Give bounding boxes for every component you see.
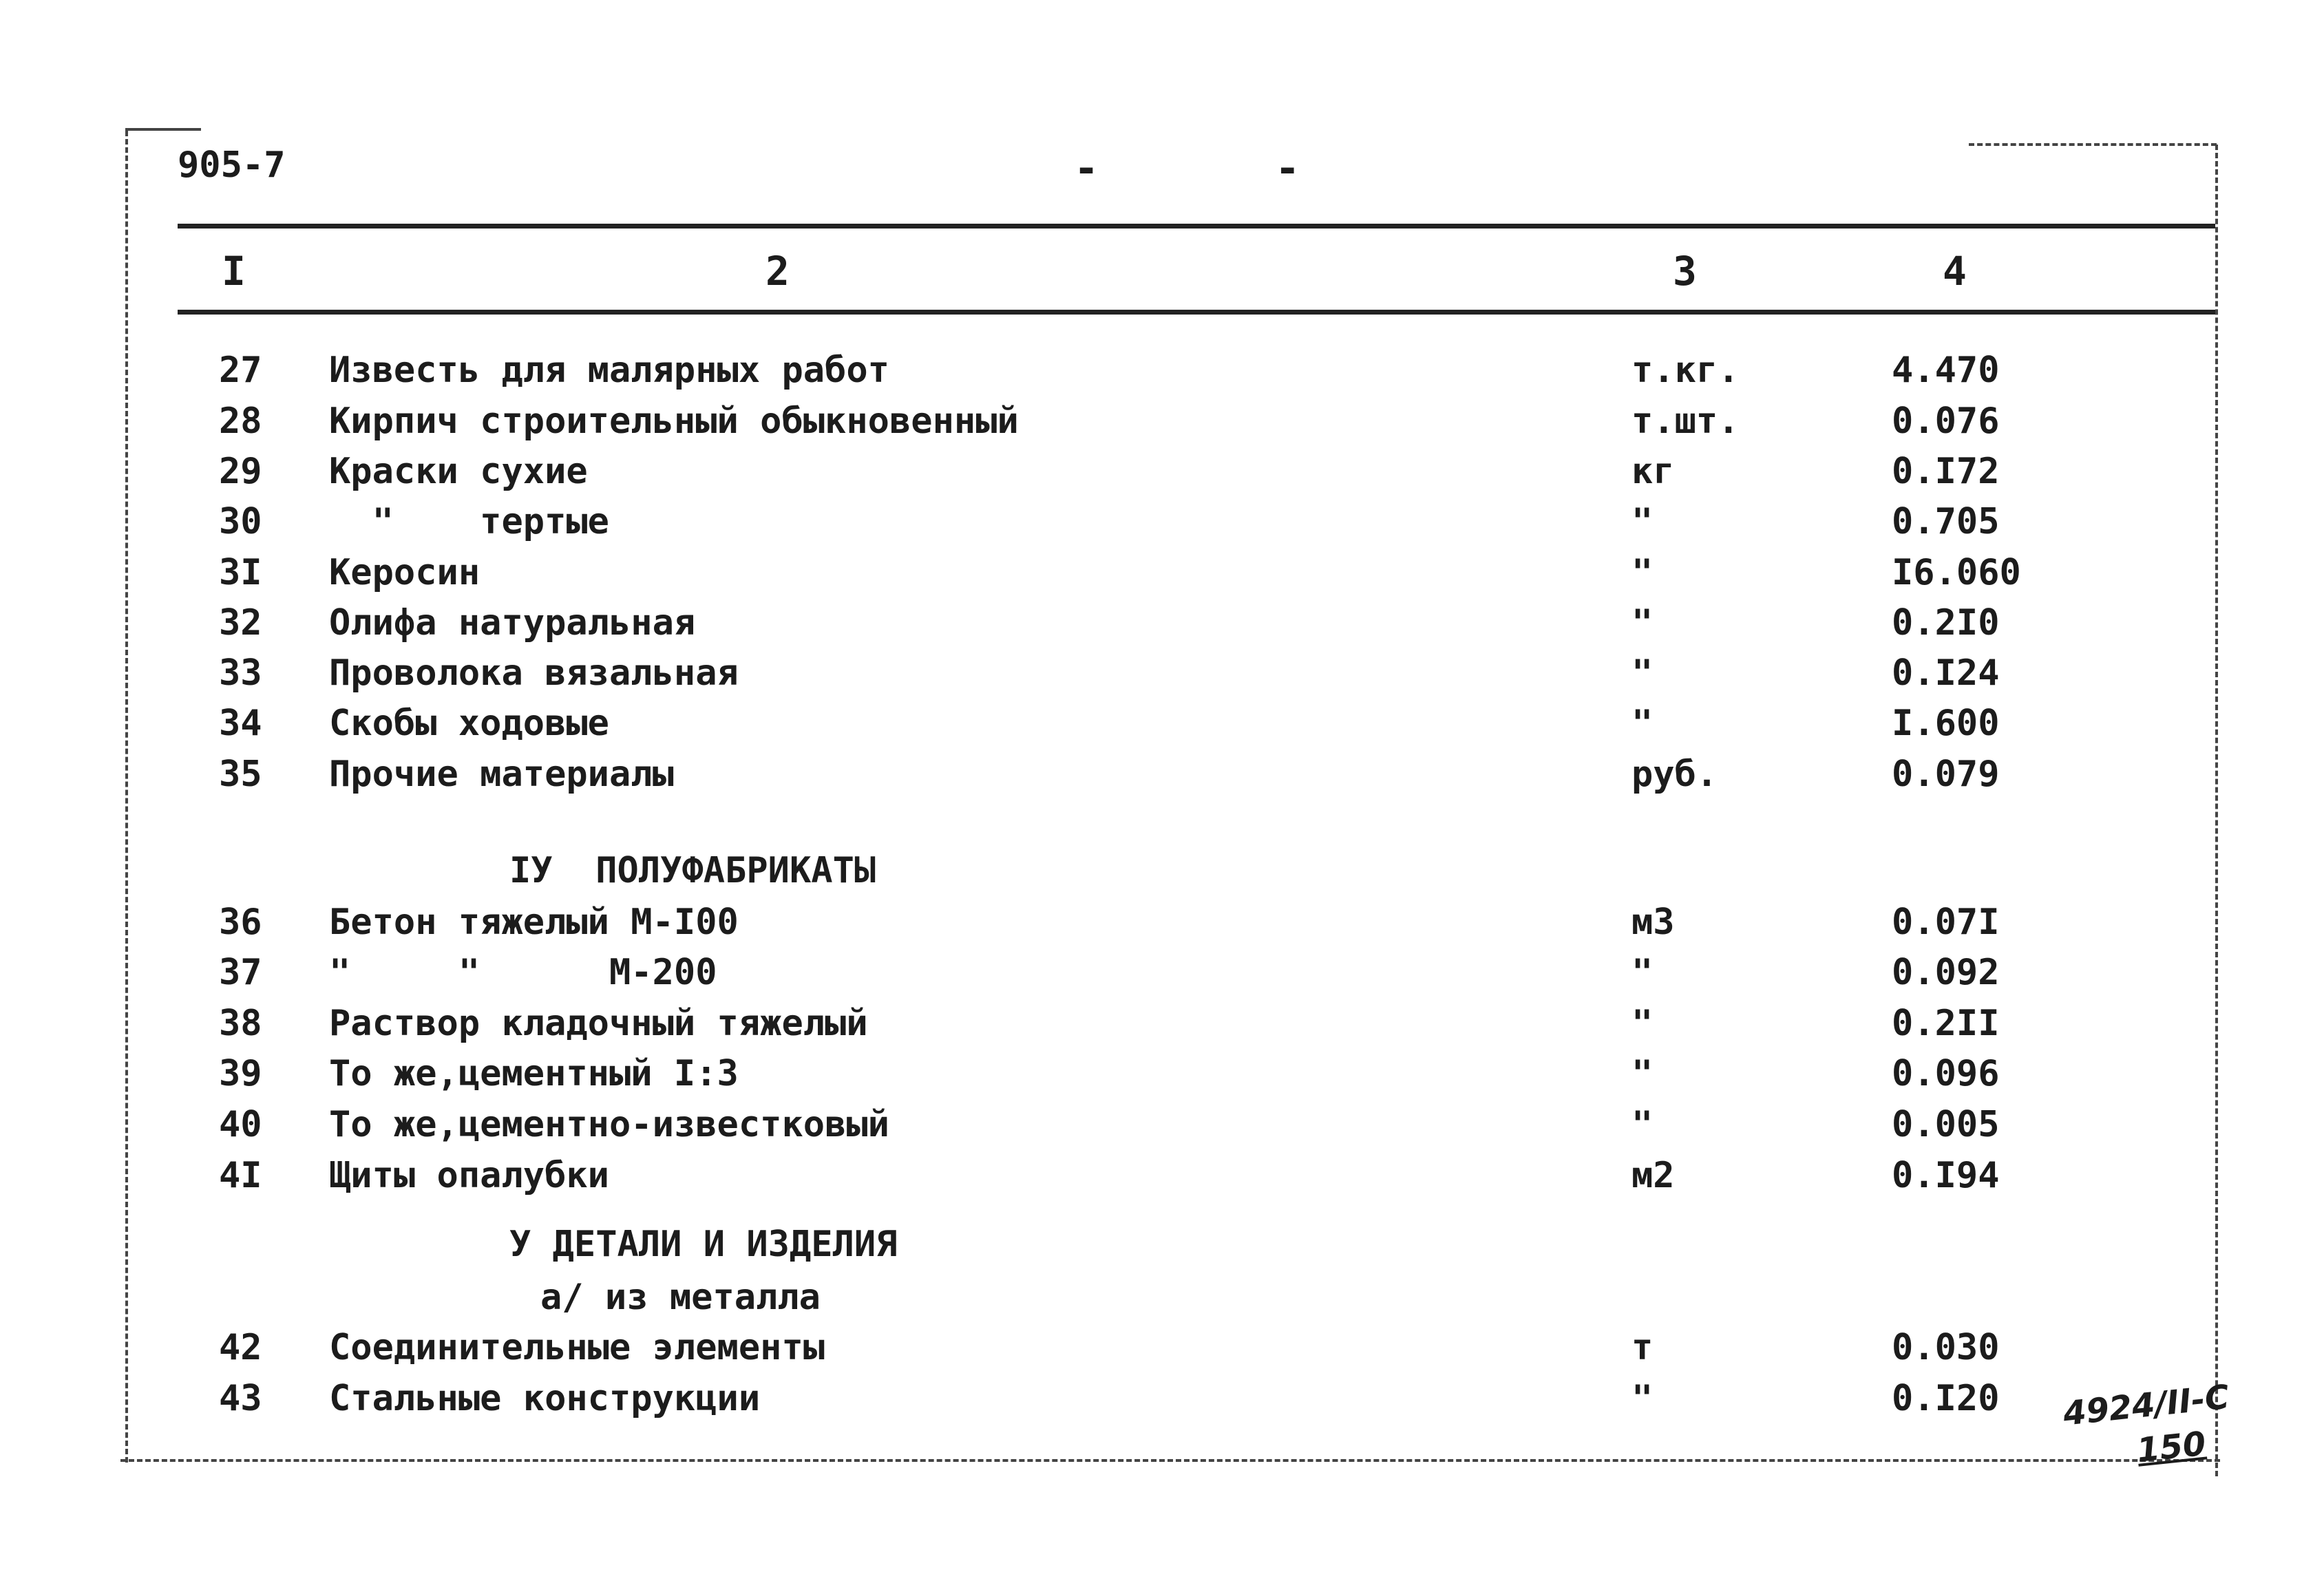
table-row — [0, 1104, 2324, 1152]
row-name: Олифа натуральная — [329, 602, 696, 644]
row-name: Прочие материалы — [329, 754, 674, 795]
row-number: 37 — [219, 952, 262, 993]
table-row — [0, 754, 2324, 802]
row-quantity: 0.2II — [1892, 1003, 2000, 1044]
row-name: То же,цементный I:3 — [329, 1053, 739, 1094]
frame-bottom — [120, 1459, 2220, 1462]
row-quantity: 0.07I — [1892, 902, 2000, 943]
row-number: 33 — [219, 652, 262, 694]
table-row — [0, 401, 2324, 449]
table-row — [0, 1003, 2324, 1051]
row-unit: " — [1631, 1104, 1654, 1145]
table-row — [0, 703, 2324, 751]
row-number: 30 — [219, 501, 262, 542]
row-name: Известь для малярных работ — [329, 350, 889, 391]
row-quantity: 0.705 — [1892, 501, 2000, 542]
row-name: Проволока вязальная — [329, 652, 739, 694]
sheet-stamp — [2061, 1375, 2236, 1480]
row-quantity: 0.092 — [1892, 952, 2000, 993]
row-number: 43 — [219, 1378, 262, 1419]
row-quantity: 0.076 — [1892, 401, 2000, 442]
row-name: Соединительные элементы — [329, 1327, 825, 1368]
row-name: " тертые — [329, 501, 609, 542]
row-number: 4I — [219, 1155, 262, 1196]
column-header-2: 2 — [765, 248, 790, 295]
page-marks: - - — [1074, 145, 1376, 193]
row-unit: м2 — [1631, 1155, 1675, 1196]
row-quantity: 0.005 — [1892, 1104, 2000, 1145]
row-number: 35 — [219, 754, 262, 795]
row-number: 28 — [219, 401, 262, 442]
row-name: " " М-200 — [329, 952, 717, 993]
column-header-3: 3 — [1673, 248, 1697, 295]
frame-top-left — [125, 128, 201, 131]
row-name: Стальные конструкции — [329, 1378, 761, 1419]
row-unit: " — [1631, 1053, 1654, 1094]
document-code: 905-7 — [178, 145, 286, 186]
row-number: 29 — [219, 451, 262, 492]
column-header-1: I — [222, 248, 246, 295]
row-quantity: I.600 — [1892, 703, 2000, 744]
row-unit: т.шт. — [1631, 401, 1740, 442]
table-row — [0, 501, 2324, 549]
row-unit: м3 — [1631, 902, 1675, 943]
row-quantity: 0.030 — [1892, 1327, 2000, 1368]
row-number: 42 — [219, 1327, 262, 1368]
table-row — [0, 952, 2324, 1000]
row-quantity: 0.I72 — [1892, 451, 2000, 492]
row-name: Щиты опалубки — [329, 1155, 609, 1196]
row-number: 40 — [219, 1104, 262, 1145]
table-header-rule — [178, 310, 2215, 315]
row-unit: руб. — [1631, 754, 1718, 795]
row-unit: " — [1631, 1378, 1654, 1419]
row-quantity: I6.060 — [1892, 552, 2021, 593]
row-unit: " — [1631, 1003, 1654, 1044]
table-row — [0, 1155, 2324, 1203]
row-name: Скобы ходовые — [329, 703, 609, 744]
row-unit: т.кг. — [1631, 350, 1740, 391]
row-quantity: 0.079 — [1892, 754, 2000, 795]
row-name: Бетон тяжелый М-I00 — [329, 902, 739, 943]
row-number: 38 — [219, 1003, 262, 1044]
row-number: 3I — [219, 552, 262, 593]
row-quantity: 0.I94 — [1892, 1155, 2000, 1196]
row-number: 32 — [219, 602, 262, 644]
row-quantity: 4.470 — [1892, 350, 2000, 391]
row-unit: " — [1631, 602, 1654, 644]
section-heading-parts: У ДЕТАЛИ И ИЗДЕЛИЯ — [509, 1224, 898, 1265]
row-number: 39 — [219, 1053, 262, 1094]
frame-right — [2215, 145, 2221, 1476]
table-row — [0, 602, 2324, 650]
row-quantity: 0.2I0 — [1892, 602, 2000, 644]
column-header-4: 4 — [1943, 248, 1967, 295]
row-name: Кирпич строительный обыкновенный — [329, 401, 1019, 442]
row-number: 34 — [219, 703, 262, 744]
table-row — [0, 350, 2324, 398]
table-row — [0, 1327, 2324, 1375]
row-unit: " — [1631, 501, 1654, 542]
table-row — [0, 652, 2324, 701]
table-row — [0, 1378, 2324, 1426]
row-number: 27 — [219, 350, 262, 391]
row-unit: " — [1631, 552, 1654, 593]
row-unit: т — [1631, 1327, 1654, 1368]
row-unit: " — [1631, 703, 1654, 744]
table-top-rule — [178, 224, 2215, 229]
table-row — [0, 451, 2324, 499]
row-name: Краски сухие — [329, 451, 588, 492]
table-row — [0, 552, 2324, 600]
row-number: 36 — [219, 902, 262, 943]
row-quantity: 0.096 — [1892, 1053, 2000, 1094]
row-name: То же,цементно-известковый — [329, 1104, 889, 1145]
table-row — [0, 902, 2324, 950]
row-unit: " — [1631, 652, 1654, 694]
section-heading-semi-products: IУ ПОЛУФАБРИКАТЫ — [509, 850, 876, 891]
stamp-code: 4924/II-C — [2061, 1377, 2231, 1434]
table-row — [0, 1053, 2324, 1101]
row-unit: кг — [1631, 451, 1675, 492]
section-subheading-metal: а/ из металла — [540, 1277, 821, 1318]
row-unit: " — [1631, 952, 1654, 993]
row-quantity: 0.I24 — [1892, 652, 2000, 694]
frame-top-right — [1969, 143, 2217, 146]
row-name: Раствор кладочный тяжелый — [329, 1003, 868, 1044]
row-quantity: 0.I20 — [1892, 1378, 2000, 1419]
stamp-sheet-number: 150 — [2135, 1424, 2208, 1470]
row-name: Керосин — [329, 552, 480, 593]
